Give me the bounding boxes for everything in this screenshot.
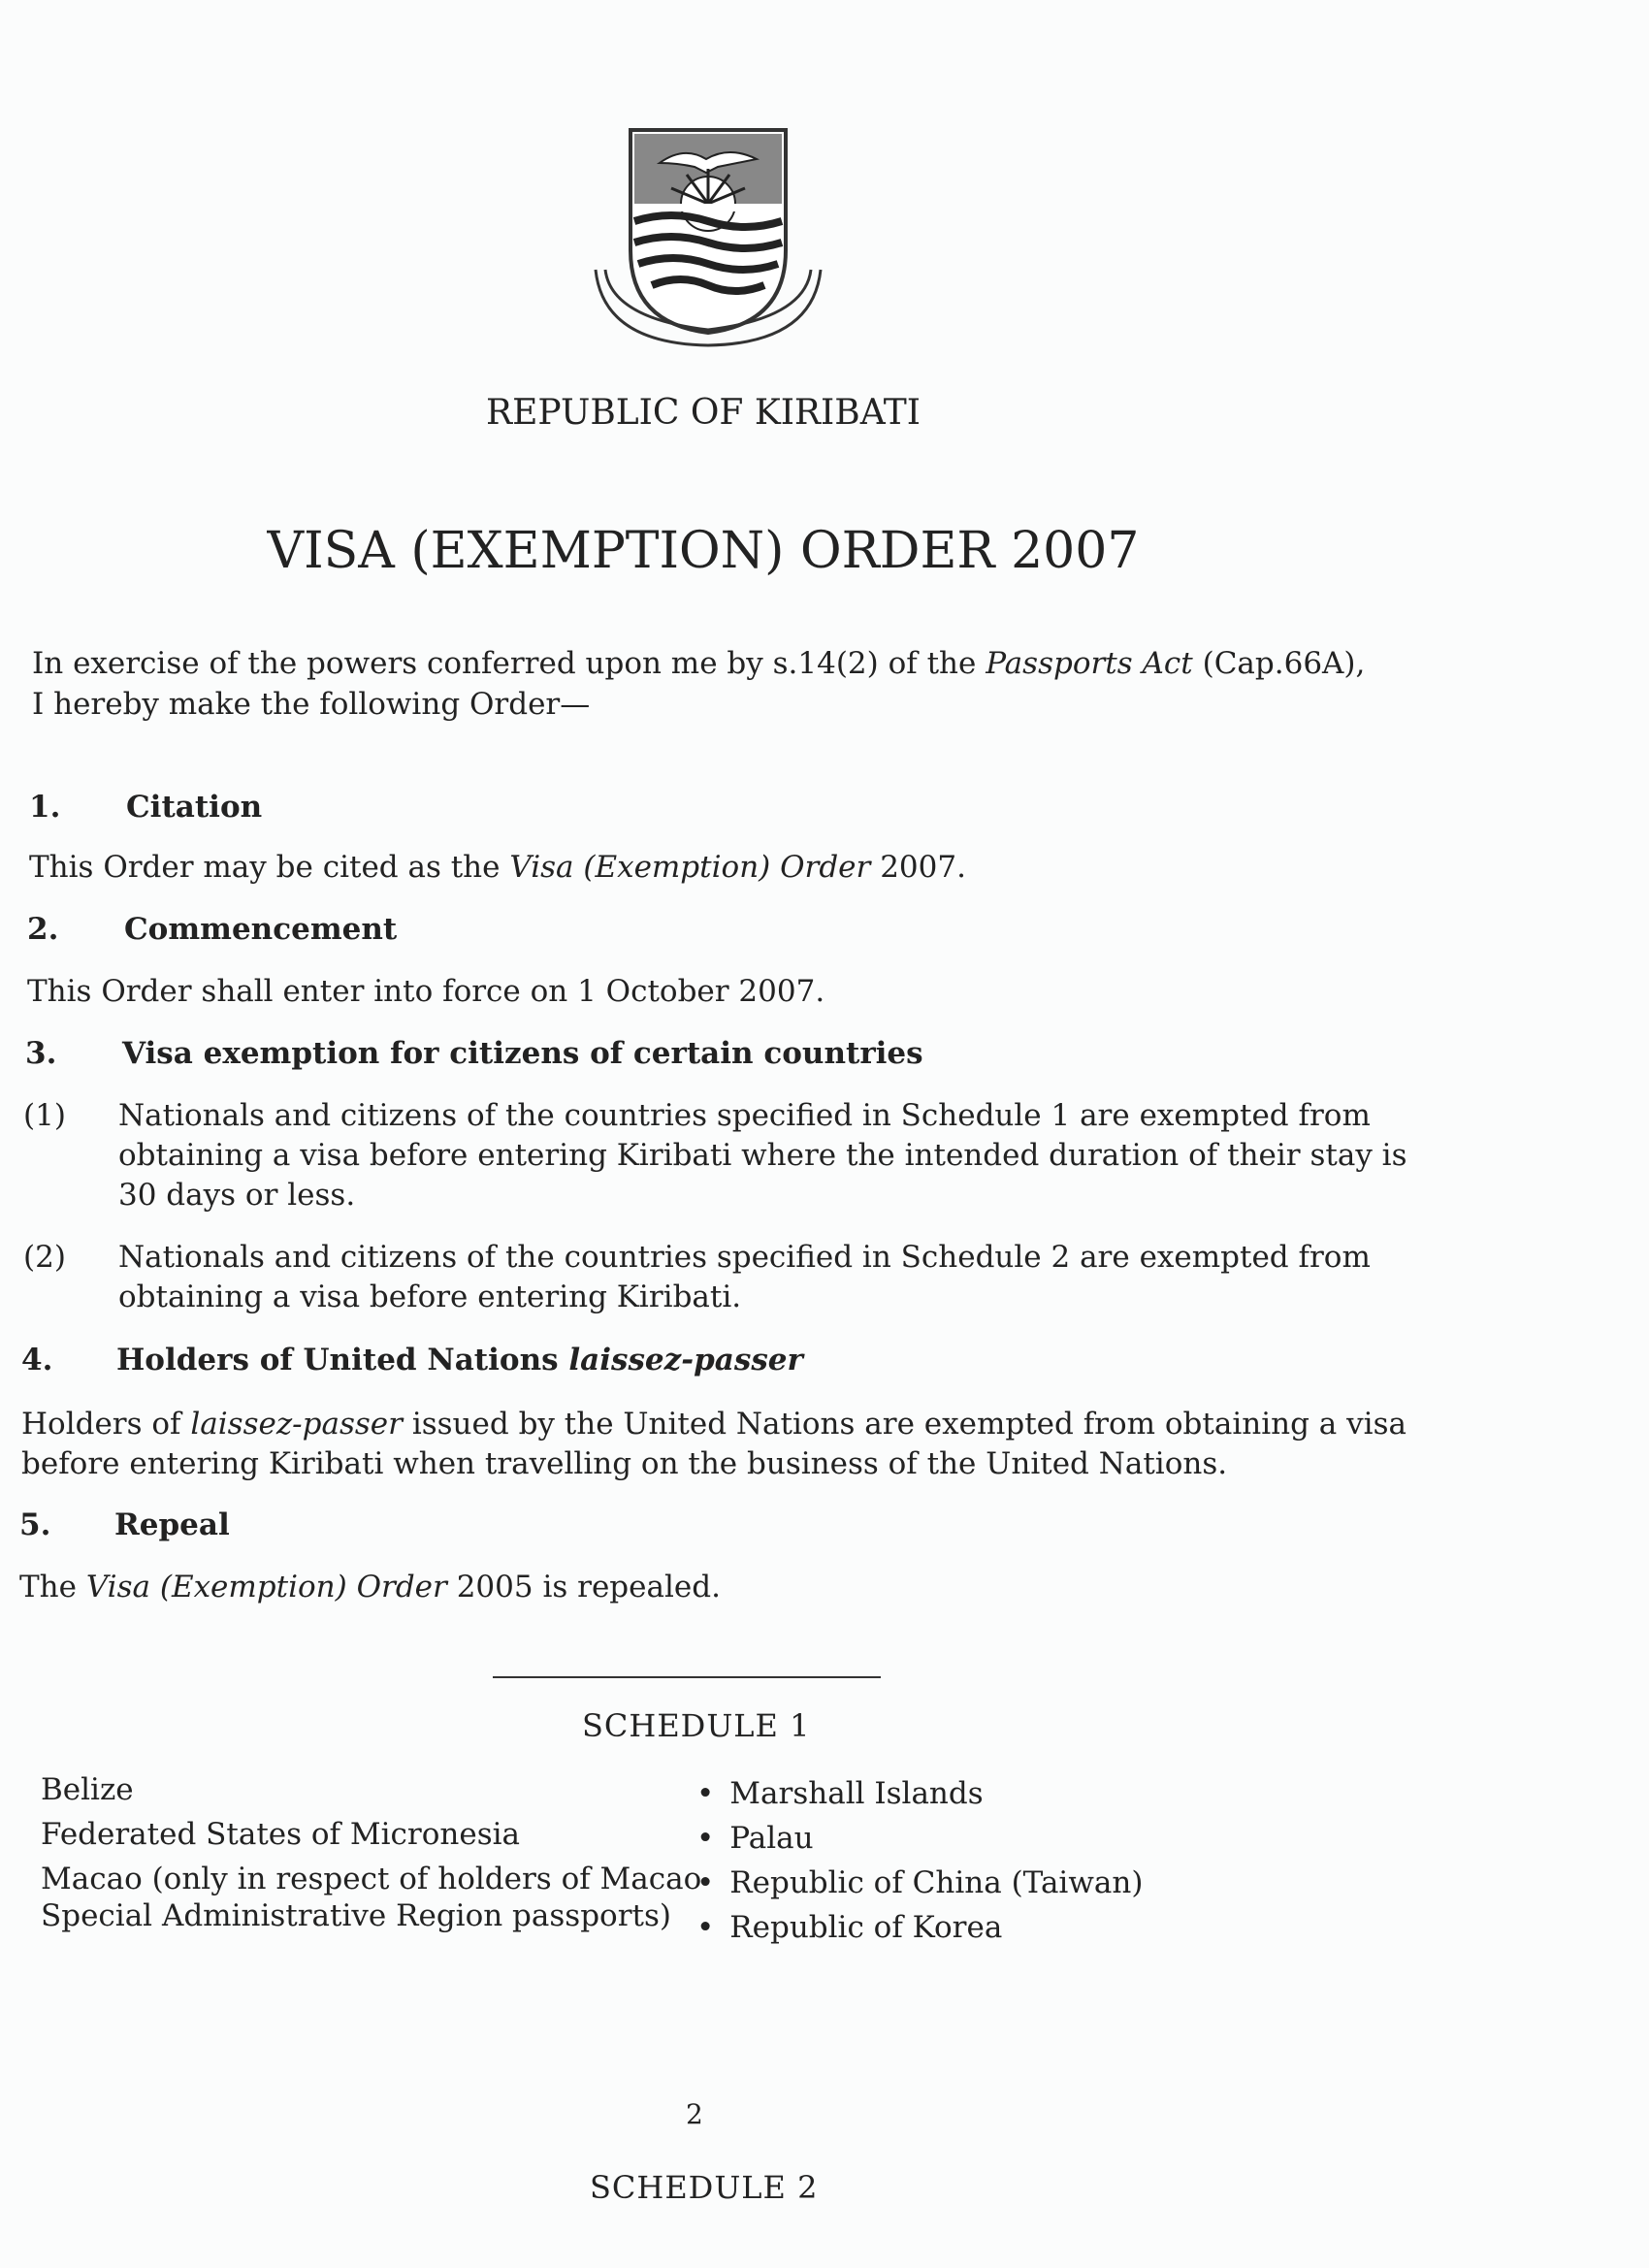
section-3-para-1-label: (1) [23,1098,66,1133]
section-5-heading: Repeal [114,1507,230,1542]
schedule-1-left-item: Macao (only in respect of holders of Macao [41,1862,702,1896]
schedule-1-left-item: Federated States of Micronesia [41,1817,521,1852]
section-3-number: 3. [25,1036,57,1071]
schedule-1-left-item: Belize [41,1772,134,1807]
section-1-number: 1. [29,790,61,825]
section-1-text: This Order may be cited as the Visa (Exemption) Order 2007. [29,850,966,885]
section-3-para-2-label: (2) [23,1240,66,1275]
schedule-1-right-item: • Marshall Islands [696,1771,984,1816]
document-title: VISA (EXEMPTION) ORDER 2007 [267,522,1140,580]
section-4-line-2: before entering Kiribati when travelling on the business of the United Nations. [21,1446,1228,1481]
section-2-number: 2. [27,912,59,947]
schedule-1-left-item: Special Administrative Region passports) [41,1898,671,1933]
section-3-para-2-line-1: Nationals and citizens of the countries specified in Schedule 2 are exempted from [118,1240,1371,1275]
schedule-1-right-item: • Republic of China (Taiwan) [696,1861,1143,1905]
schedule-1-title: SCHEDULE 1 [582,1707,811,1744]
section-2-text: This Order shall enter into force on 1 October 2007. [27,974,825,1009]
country-heading: REPUBLIC OF KIRIBATI [486,393,921,433]
schedule-1-right-item: • Republic of Korea [696,1905,1002,1950]
section-3-heading: Visa exemption for citizens of certain countries [122,1036,923,1071]
section-4-heading: Holders of United Nations laissez-passer [116,1343,803,1377]
section-3-para-2-line-2: obtaining a visa before entering Kiribati. [118,1280,742,1314]
section-3-para-1-line-2: obtaining a visa before entering Kiribati where the intended duration of their stay is [118,1138,1407,1173]
section-2-heading: Commencement [124,912,398,947]
preamble-line-1: In exercise of the powers conferred upon me by s.14(2) of the Passports Act (Cap.66A), [32,646,1366,681]
schedule-2-title: SCHEDULE 2 [590,2169,819,2206]
schedule-1-right-item: • Palau [696,1816,814,1861]
section-5-text: The Visa (Exemption) Order 2005 is repealed. [19,1570,721,1604]
section-divider [493,1676,881,1678]
section-5-number: 5. [19,1507,51,1542]
section-3-para-1-line-3: 30 days or less. [118,1178,356,1213]
section-4-number: 4. [21,1343,53,1377]
section-4-line-1: Holders of laissez-passer issued by the United Nations are exempted from obtaining a visa [21,1407,1406,1442]
page-number: 2 [686,2098,703,2130]
section-1-heading: Citation [126,790,263,825]
section-3-para-1-line-1: Nationals and citizens of the countries specified in Schedule 1 are exempted from [118,1098,1371,1133]
preamble-line-2: I hereby make the following Order— [32,687,591,722]
